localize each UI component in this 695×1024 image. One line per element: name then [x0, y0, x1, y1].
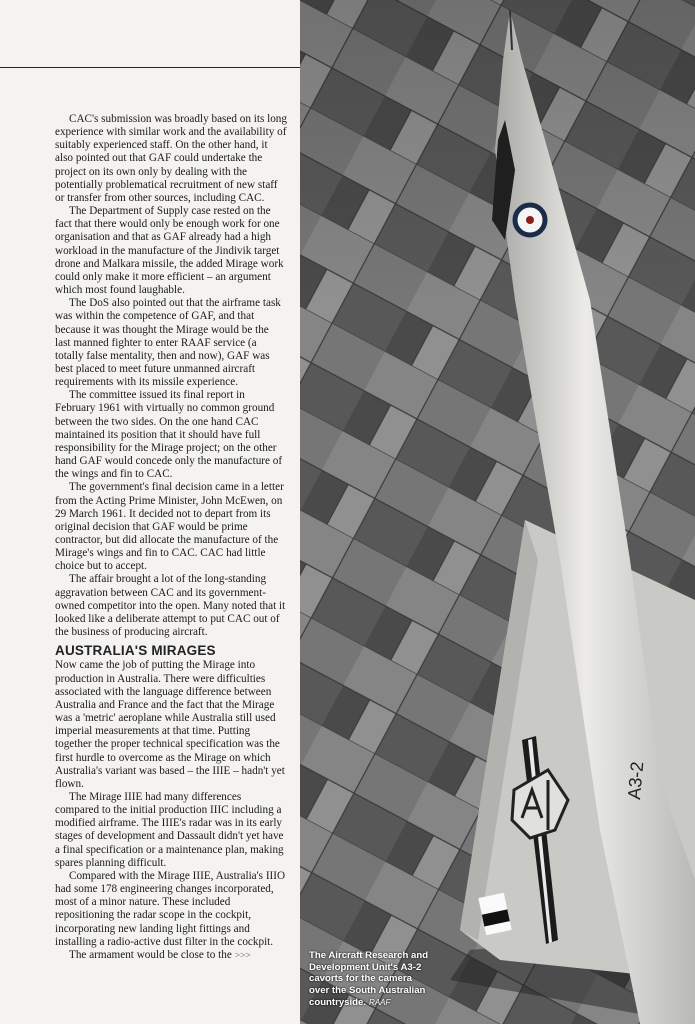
serial-marking: A3-2	[624, 760, 648, 801]
paragraph: The DoS also pointed out that the airframe task was within the competence of GAF, and that because it was thought the Mirage would be the last manned fighter to enter RAAF service (a totally false mentality, then and now), GAF was best placed to meet future unmanned aircraft requirements with its missile experience.	[55, 297, 281, 389]
paragraph: Compared with the Mirage IIIE, Australia's IIIO had some 178 engineering changes incorporated, most of a minor nature. These included repositioning the radar scope in the cockpit, incorporating new landing light fittings and installing a radio-active dust filter in the cockpit.	[55, 869, 286, 948]
photo-illustration	[300, 0, 695, 1024]
paragraph: The government's final decision came in a letter from the Acting Prime Minister, John McEwen, on 29 March 1961. It decided not to depart from its original decision that GAF would be prime contractor, but did allocate the manufacture of the Mirage's wings and fin to CAC. CAC had little choice but to accept.	[55, 481, 284, 573]
photo-credit: RAAF	[369, 997, 391, 1007]
paragraph: The affair brought a lot of the long-standing aggravation between CAC and its government-owned competitor into the open. Many noted that it looked like a deliberate attempt to put CAC out of the business of producing aircraft.	[55, 573, 286, 639]
photo-caption	[309, 950, 429, 1009]
paragraph: The committee issued its final report in February 1961 with virtually no common ground between the two sides. On the one hand CAC maintained its position that it should have full responsibility for the Mirage project; on the other hand GAF would concede only the manufacture of the wings and fin to CAC.	[55, 389, 283, 481]
paragraph-last	[55, 949, 287, 962]
article-body	[55, 113, 287, 962]
top-rule	[0, 67, 302, 68]
continue-marker: >>>	[234, 949, 251, 960]
paragraph: CAC's submission was broadly based on its long experience with similar work and the availability of suitably experienced staff. On the other hand, it also pointed out that GAF could undertake the project on its own only by dealing with the potentially problematical recruitment of new staff or transfer from other sources, including CAC.	[55, 113, 287, 204]
paragraph: The Mirage IIIE had many differences compared to the initial production IIIC including a modified airframe. The IIIE's radar was in its early stages of development and Dassault didn't yet have a final specification or a maintenance plan, making spares planning difficult.	[55, 790, 284, 869]
aircraft-photo	[300, 0, 695, 1024]
section-heading: AUSTRALIA'S MIRAGES	[55, 643, 216, 659]
paragraph: Now came the job of putting the Mirage into production in Australia. There were difficulties associated with the language difference between Australia and France and the fact that the Mirage was a 'metric' aeroplane while Australia still used imperial measurements at that time. Putting together the proper technical specification was the first hurdle to overcome as the Mirage on which Australia's variant was based – the IIIE – hadn't yet flown.	[55, 659, 285, 790]
caption-text: The Aircraft Research and Development Unit's A3-2 cavorts for the camera over the South Australian countryside.	[309, 950, 429, 1008]
paragraph: The Department of Supply case rested on the fact that there would only be enough work for one organisation and that as GAF already had a high workload in the manufacture of the Jindivik target drone and Malkara missile, the added Mirage work could only make it more efficient – an argument which most found laughable.	[55, 205, 284, 297]
last-line-text: The armament would be close to the	[69, 948, 232, 961]
